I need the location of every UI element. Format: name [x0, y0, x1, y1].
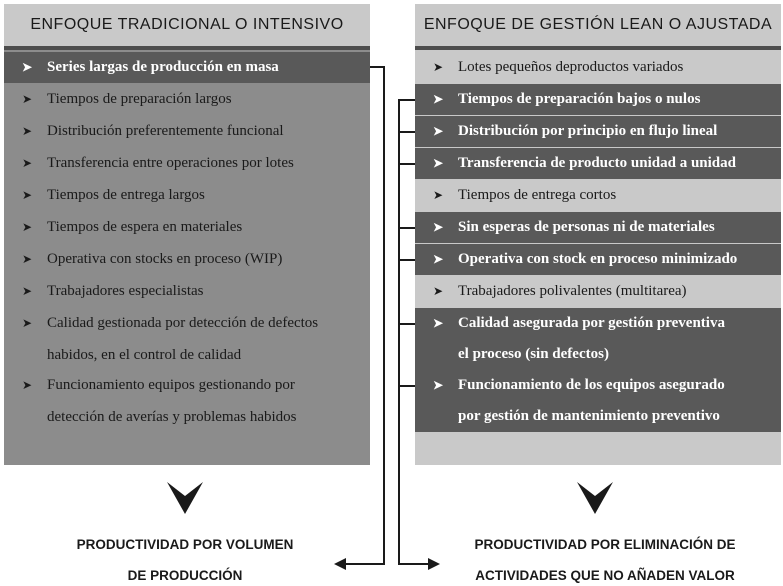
- bullet-arrow-icon: ➤: [433, 252, 444, 266]
- list-item: ➤ Tiempos de entrega cortos: [415, 180, 781, 211]
- list-item-highlighted: ➤ Calidad asegurada por gestión preventiva el proceso (sin defectos): [415, 308, 781, 370]
- bullet-arrow-icon: ➤: [22, 252, 33, 266]
- bullet-arrow-icon: ➤: [22, 284, 33, 298]
- bullet-arrow-icon: ➤: [22, 156, 33, 170]
- list-item-highlighted: ➤ Sin esperas de personas ni de materiales: [415, 212, 781, 243]
- list-item: ➤ Distribución preferentemente funcional: [4, 116, 370, 147]
- list-item: ➤ Tiempos de espera en materiales: [4, 212, 370, 243]
- bullet-arrow-icon: ➤: [433, 92, 444, 106]
- bullet-arrow-icon: ➤: [22, 60, 33, 74]
- bullet-arrow-icon: ➤: [433, 378, 444, 392]
- list-item: ➤ Calidad gestionada por detección de defectos: [4, 308, 370, 339]
- list-item: ➤ Trabajadores especialistas: [4, 276, 370, 307]
- bullet-arrow-icon: ➤: [22, 316, 33, 330]
- list-item-highlighted: ➤ Funcionamiento de los equipos asegurado por gestión de mantenimiento preventivo: [415, 370, 781, 432]
- left-result-line2: DE PRODUCCIÓN: [127, 568, 243, 583]
- bullet-arrow-icon: ➤: [433, 156, 444, 170]
- list-item-highlighted: ➤ Tiempos de preparación bajos o nulos: [415, 84, 781, 115]
- left-panel-title: ENFOQUE TRADICIONAL O INTENSIVO: [4, 4, 370, 46]
- bullet-arrow-icon: ➤: [433, 188, 444, 202]
- left-result-line1: PRODUCTIVIDAD POR VOLUMEN: [76, 537, 294, 552]
- list-item: ➤ Trabajadores polivalentes (multitarea): [415, 276, 781, 307]
- bullet-arrow-icon: ➤: [22, 188, 33, 202]
- right-result-line2: ACTIVIDADES QUE NO AÑADEN VALOR: [475, 568, 735, 583]
- bullet-arrow-icon: ➤: [433, 124, 444, 138]
- bullet-arrow-icon: ➤: [433, 60, 444, 74]
- right-panel-title: ENFOQUE DE GESTIÓN LEAN O AJUSTADA: [415, 4, 781, 46]
- bullet-arrow-icon: ➤: [22, 124, 33, 138]
- list-item-continuation: habidos, en el control de calidad: [47, 347, 242, 363]
- list-item: ➤ Series largas de producción en masa: [4, 52, 370, 83]
- list-item: ➤ Tiempos de entrega largos: [4, 180, 370, 211]
- list-item: ➤ Lotes pequeños deproductos variados: [415, 52, 781, 83]
- list-item: ➤ Operativa con stocks en proceso (WIP): [4, 244, 370, 275]
- bullet-arrow-icon: ➤: [433, 316, 444, 330]
- bullet-arrow-icon: ➤: [433, 284, 444, 298]
- list-item-continuation: detección de averías y problemas habidos: [47, 409, 297, 425]
- bullet-arrow-icon: ➤: [433, 220, 444, 234]
- list-item: ➤ Funcionamiento equipos gestionando por: [4, 370, 370, 401]
- bullet-arrow-icon: ➤: [22, 92, 33, 106]
- bullet-arrow-icon: ➤: [22, 378, 33, 392]
- list-item: ➤ Transferencia entre operaciones por lotes: [4, 148, 370, 179]
- bullet-arrow-icon: ➤: [22, 220, 33, 234]
- list-item-highlighted: ➤ Distribución por principio en flujo lineal: [415, 116, 781, 147]
- list-item-highlighted: ➤ Transferencia de producto unidad a unidad: [415, 148, 781, 179]
- list-item: ➤ Tiempos de preparación largos: [4, 84, 370, 115]
- right-result-line1: PRODUCTIVIDAD POR ELIMINACIÓN DE: [474, 537, 736, 552]
- list-item-highlighted: ➤ Operativa con stock en proceso minimizado: [415, 244, 781, 275]
